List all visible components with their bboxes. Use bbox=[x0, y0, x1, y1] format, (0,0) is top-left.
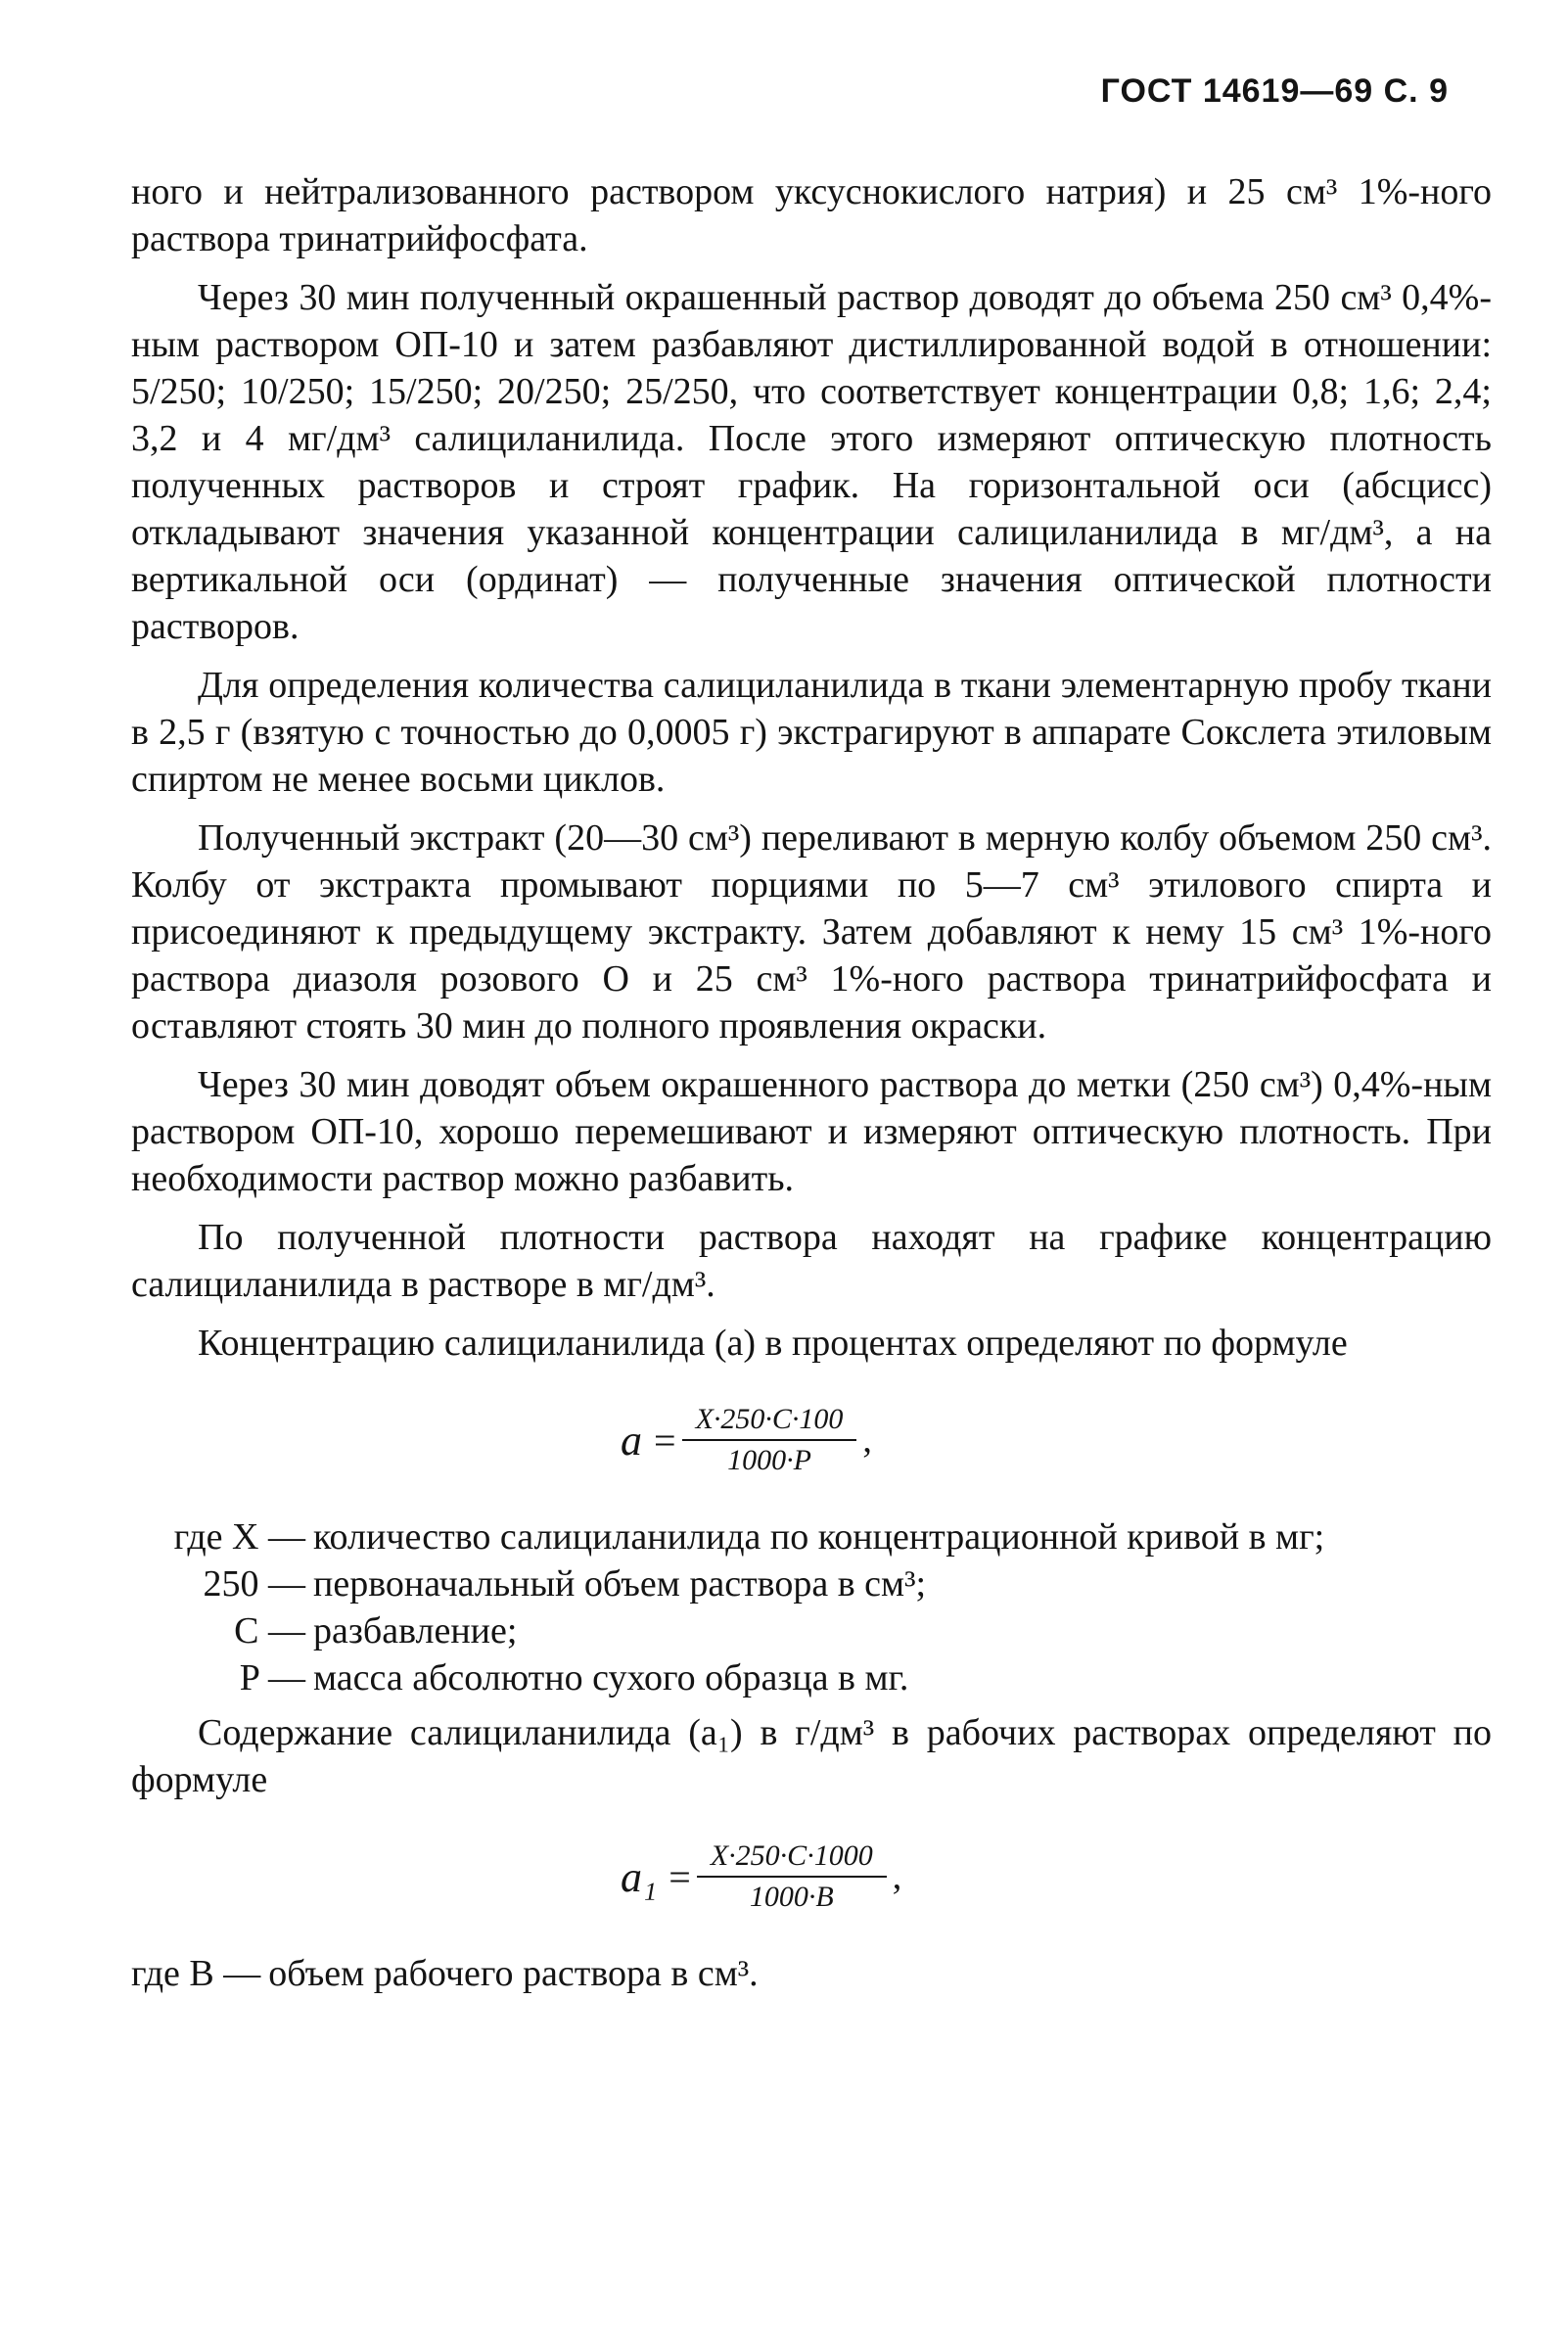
formula-numerator: X·250·C·100 bbox=[682, 1400, 857, 1441]
definition-symbol: где B — bbox=[131, 1953, 261, 1994]
formula-equals: = bbox=[669, 1854, 691, 1899]
definitions-list-1 bbox=[131, 1513, 1492, 1701]
paragraph-measurement: Через 30 мин доводят объем окрашенного раствора до метки (250 см³) 0,4%-ным раствором ОП-10, хорошо перемешивают и измеряют оптическую плотность. При необходимости раствор можно разбавить. bbox=[131, 1064, 1492, 1199]
formula-fraction bbox=[697, 1837, 887, 1917]
definition-item bbox=[131, 1560, 1492, 1607]
formula-lhs: a bbox=[621, 1416, 642, 1465]
definition-item bbox=[131, 1513, 1492, 1560]
definition-item bbox=[131, 1950, 1492, 1997]
paragraph-extract-transfer: Полученный экстракт (20—30 см³) переливают в мерную колбу объемом 250 см³. Колбу от экстракта промывают порциями по 5—7 см³ этилового спирта и присоединяют к предыдущему экстракту. Затем добавляют к нему 15 см³ 1%-ного раствора диазоля розового О и 25 см³ 1%-ного раствора тринатрийфосфата и оставляют стоять 30 мин до полного проявления окраски. bbox=[131, 817, 1492, 1047]
formula-trailing-comma: , bbox=[862, 1419, 872, 1461]
definition-item bbox=[131, 1607, 1492, 1654]
definition-text: разбавление; bbox=[313, 1610, 518, 1651]
paragraph-graph-lookup: По полученной плотности раствора находят на графике концентрацию салициланилида в растворе в мг/дм³. bbox=[131, 1217, 1492, 1305]
formula-denominator: 1000·B bbox=[749, 1881, 834, 1913]
paragraph-working-solution: Содержание салициланилида (a₁) в г/дм³ в рабочих растворах определяют по формуле bbox=[131, 1712, 1492, 1800]
page-body bbox=[131, 168, 1492, 2005]
definition-symbol: где X — bbox=[173, 1516, 305, 1558]
paragraph-continuation: ного и нейтрализованного раствором уксуснокислого натрия) и 25 см³ 1%-ного раствора тринатрийфосфата. bbox=[131, 171, 1492, 259]
formula-trailing-comma: , bbox=[892, 1856, 902, 1897]
formula-concentration bbox=[621, 1400, 1492, 1480]
formula-denominator: 1000·P bbox=[727, 1444, 811, 1476]
paragraph-dilution: Через 30 мин полученный окрашенный раствор доводят до объема 250 см³ 0,4%-ным раствором ОП-10 и затем разбавляют дистиллированной водой в отношении: 5/250; 10/250; 15/250; 20/250; 25/250, что соответствует концентрации 0,8; 1,6; 2,4; 3,2 и 4 мг/дм³ салициланилида. После этого измеряют оптическую плотность полученных растворов и строят график. На горизонтальной оси (абсцисс) откладывают значения указанной концентрации салициланилида в мг/дм³, а на вертикальной оси (ординат) — полученные значения оптической плотности растворов. bbox=[131, 277, 1492, 647]
definition-symbol: C — bbox=[234, 1610, 305, 1651]
definition-symbol: 250 — bbox=[203, 1563, 305, 1605]
definition-symbol: P — bbox=[239, 1657, 305, 1698]
page-header: ГОСТ 14619—69 С. 9 bbox=[1100, 72, 1449, 110]
definition-text: объем рабочего раствора в см³. bbox=[268, 1953, 759, 1994]
definition-text: количество салициланилида по концентрационной кривой в мг; bbox=[313, 1516, 1325, 1558]
formula-working-content bbox=[621, 1837, 1492, 1917]
paragraph-extraction: Для определения количества салициланилида в ткани элементарную пробу ткани в 2,5 г (взятую с точностью до 0,0005 г) экстрагируют в аппарате Сокслета этиловым спиртом не менее восьми циклов. bbox=[131, 665, 1492, 800]
definitions-list-2 bbox=[131, 1950, 1492, 1997]
definition-text: первоначальный объем раствора в см³; bbox=[313, 1563, 927, 1605]
definition-text: масса абсолютно сухого образца в мг. bbox=[313, 1657, 909, 1698]
paragraph-formula-intro: Концентрацию салициланилида (a) в процентах определяют по формуле bbox=[198, 1323, 1348, 1364]
formula-numerator: X·250·C·1000 bbox=[697, 1837, 887, 1878]
definition-item bbox=[131, 1654, 1492, 1701]
formula-fraction bbox=[682, 1400, 857, 1480]
formula-lhs: a₁ bbox=[621, 1852, 658, 1901]
formula-equals: = bbox=[654, 1418, 676, 1463]
